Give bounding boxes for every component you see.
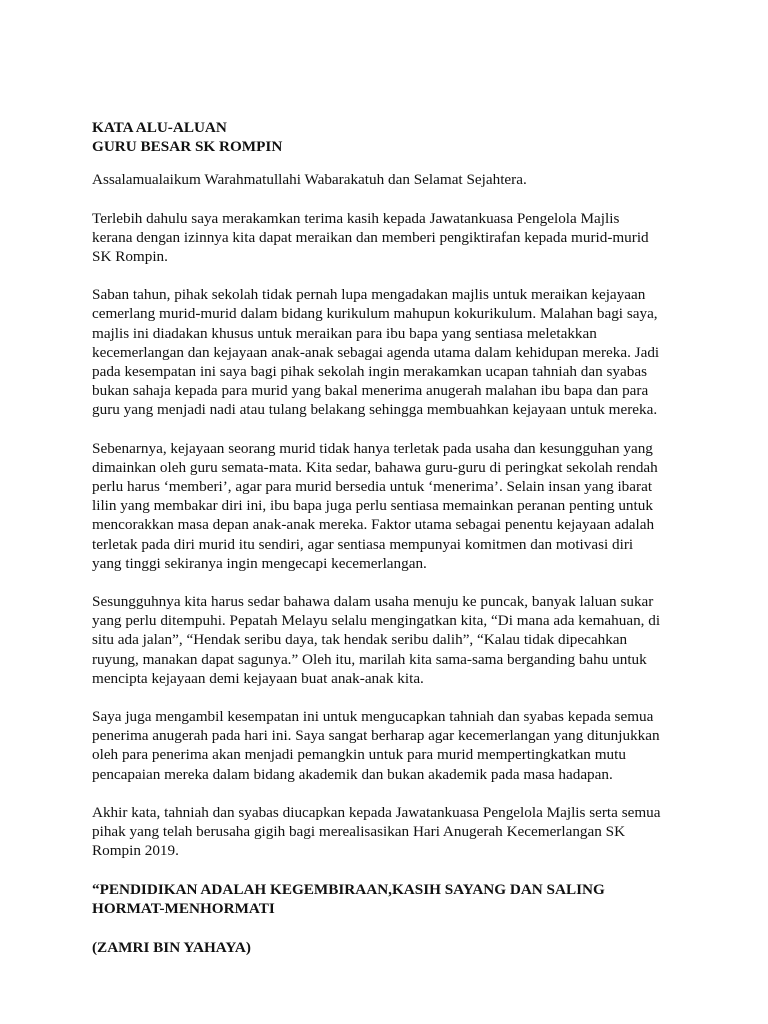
paragraph-line: majlis ini diadakan khusus untuk meraikan para ibu bapa yang sentiasa meletakkan xyxy=(92,324,597,342)
paragraph-line: Akhir kata, tahniah dan syabas diucapkan kepada Jawatankuasa Pengelola Majlis serta semua xyxy=(92,803,661,821)
paragraph-line: mencorakkan masa depan anak-anak mereka. Faktor utama sebagai penentu kejayaan adalah xyxy=(92,516,655,534)
paragraph-line: Saban tahun, pihak sekolah tidak pernah lupa mengadakan majlis untuk meraikan kejayaan xyxy=(92,286,646,304)
greeting-paragraph xyxy=(92,170,682,189)
motto-line: HORMAT-MENHORMATI xyxy=(92,899,275,917)
congratulations-paragraph xyxy=(92,707,682,784)
paragraph-line: yang tinggi sekiranya ingin mengecapi kecemerlangan. xyxy=(92,554,427,572)
proverb-paragraph xyxy=(92,592,682,688)
paragraph-line: mencipta kejayaan demi kejayaan buat anak-anak kita. xyxy=(92,669,424,687)
heading-subtitle: GURU BESAR SK ROMPIN xyxy=(92,138,283,156)
paragraph-line: situ ada jalan”, “Hendak seribu daya, tak hendak seribu dalih”, “Kalau tidak dipecahkan xyxy=(92,631,628,649)
paragraph-line: kecemerlangan dan kejayaan anak-anak sebagai agenda utama dalam kehidupan mereka. Jadi xyxy=(92,343,660,361)
paragraph-line: pada kesempatan ini saya bagi pihak sekolah ingin merakamkan ucapan tahniah dan syabas xyxy=(92,363,647,381)
paragraph-line: bukan sahaja kepada para murid yang bakal menerima anugerah malahan ibu bapa dan para xyxy=(92,382,649,400)
paragraph-line: Terlebih dahulu saya merakamkan terima kasih kepada Jawatankuasa Pengelola Majlis xyxy=(92,209,620,227)
signature-name: (ZAMRI BIN YAHAYA) xyxy=(92,938,251,956)
paragraph-line: ruyung, manakan dapat sagunya.” Oleh itu, marilah kita sama-sama berganding bahu untuk xyxy=(92,650,647,668)
document-page xyxy=(92,118,682,957)
paragraph-line: Saya juga mengambil kesempatan ini untuk mengucapkan tahniah dan syabas kepada semua xyxy=(92,708,654,726)
paragraph-line: lilin yang membakar diri ini, ibu bapa juga perlu sentiasa memainkan peranan penting untuk xyxy=(92,497,653,515)
closing-paragraph xyxy=(92,803,682,861)
paragraph-line: guru yang menjadi nadi atau tulang belakang sehingga membuahkan kejayaan untuk mereka. xyxy=(92,401,658,419)
paragraph-line: penerima anugerah pada hari ini. Saya sangat berharap agar kecemerlangan yang ditunjukkan xyxy=(92,727,660,745)
paragraph-line: SK Rompin. xyxy=(92,248,168,266)
paragraph-line: pencapaian mereka dalam bidang akademik dan bukan akademik pada masa hadapan. xyxy=(92,765,613,783)
motto-quote xyxy=(92,880,682,918)
paragraph-line: terletak pada diri murid itu sendiri, agar sentiasa mempunyai komitmen dan motivasi diri xyxy=(92,535,634,553)
thanks-paragraph xyxy=(92,209,682,267)
paragraph-line: cemerlang murid-murid dalam bidang kurikulum mahupun kokurikulum. Malahan bagi saya, xyxy=(92,305,658,323)
paragraph-line: Rompin 2019. xyxy=(92,842,179,860)
celebration-paragraph xyxy=(92,285,682,419)
document-heading xyxy=(92,118,682,156)
paragraph-line: perlu harus ‘memberi’, agar para murid bersedia untuk ‘menerima’. Selain insan yang ibarat xyxy=(92,478,653,496)
paragraph-line: Sesungguhnya kita harus sedar bahawa dalam usaha menuju ke puncak, banyak laluan sukar xyxy=(92,593,654,611)
paragraph-line: oleh para penerima akan menjadi pemangkin untuk para murid mempertingkatkan mutu xyxy=(92,746,626,764)
paragraph-line: dimainkan oleh guru semata-mata. Kita sedar, bahawa guru-guru di peringkat sekolah rendah xyxy=(92,458,658,476)
motto-line: “PENDIDIKAN ADALAH KEGEMBIRAAN,KASIH SAYANG DAN SALING xyxy=(92,880,605,898)
heading-title: KATA ALU-ALUAN xyxy=(92,119,227,136)
paragraph-line: yang perlu ditempuhi. Pepatah Melayu selalu mengingatkan kita, “Di mana ada kemahuan, di xyxy=(92,612,661,630)
success-factors-paragraph xyxy=(92,439,682,573)
paragraph-line: Sebenarnya, kejayaan seorang murid tidak hanya terletak pada usaha dan kesungguhan yang xyxy=(92,439,653,457)
paragraph-line: kerana dengan izinnya kita dapat meraikan dan memberi pengiktirafan kepada murid-murid xyxy=(92,228,649,246)
paragraph-line: Assalamualaikum Warahmatullahi Wabarakatuh dan Selamat Sejahtera. xyxy=(92,171,527,189)
paragraph-line: pihak yang telah berusaha gigih bagi merealisasikan Hari Anugerah Kecemerlangan SK xyxy=(92,823,626,841)
